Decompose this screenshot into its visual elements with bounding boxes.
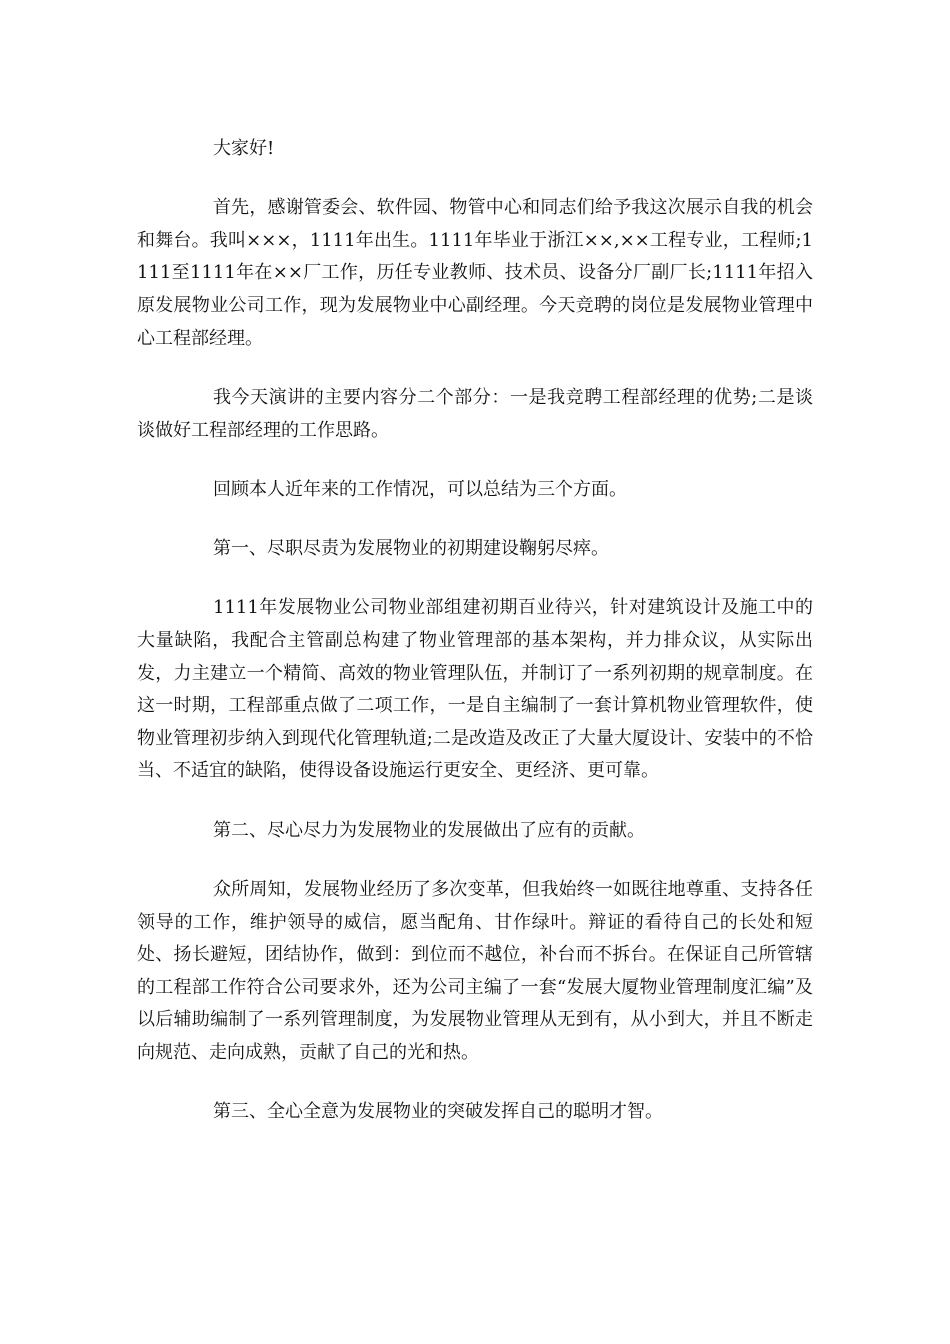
point-three-heading: 第三、全心全意为发展物业的突破发挥自己的聪明才智。 [213, 1101, 663, 1123]
document-body [137, 133, 813, 1155]
outline-paragraph: 我今天演讲的主要内容分二个部分：一是我竞聘工程部经理的优势;二是谈谈做好工程部经理的工作思路。 [137, 386, 813, 441]
greeting-paragraph: 大家好! [213, 138, 275, 159]
intro-paragraph: 首先，感谢管委会、软件园、物管中心和同志们给予我这次展示自我的机会和舞台。我叫×××，1111年出生。1111年毕业于浙江××,××工程专业，工程师;1111至1111年在××厂工作，历任专业教师、技术员、设备分厂副厂长;1111年招入原发展物业公司工作，现为发展物业中心副经理。今天竞聘的岗位是发展物业管理中心工程部经理。 [137, 197, 813, 349]
point-one-body: 1111年发展物业公司物业部组建初期百业待兴，针对建筑设计及施工中的大量缺陷，我配合主管副总构建了物业管理部的基本架构，并力排众议，从实际出发，力主建立一个精简、高效的物业管理队伍，并制订了一系列初期的规章制度。在这一时期，工程部重点做了二项工作，一是自主编制了一套计算机物业管理软件，使物业管理初步纳入到现代化管理轨道;二是改造及改正了大量大厦设计、安装中的不恰当、不适宜的缺陷，使得设备设施运行更安全、更经济、更可靠。 [137, 597, 813, 782]
review-paragraph: 回顾本人近年来的工作情况，可以总结为三个方面。 [213, 478, 627, 500]
point-one-heading: 第一、尽职尽责为发展物业的初期建设鞠躬尽瘁。 [213, 538, 609, 560]
point-two-body: 众所周知，发展物业经历了多次变革，但我始终一如既往地尊重、支持各任领导的工作，维护领导的威信，愿当配角、甘作绿叶。辩证的看待自己的长处和短处、扬长避短，团结协作，做到：到位而不越位，补台而不拆台。在保证自己所管辖的工程部工作符合公司要求外，还为公司主编了一套“发展大厦物业管理制度汇编”及以后辅助编制了一系列管理制度，为发展物业管理从无到有，从小到大，并且不断走向规范、走向成熟，贡献了自己的光和热。 [137, 878, 813, 1063]
point-two-heading: 第二、尽心尽力为发展物业的发展做出了应有的贡献。 [213, 819, 645, 841]
